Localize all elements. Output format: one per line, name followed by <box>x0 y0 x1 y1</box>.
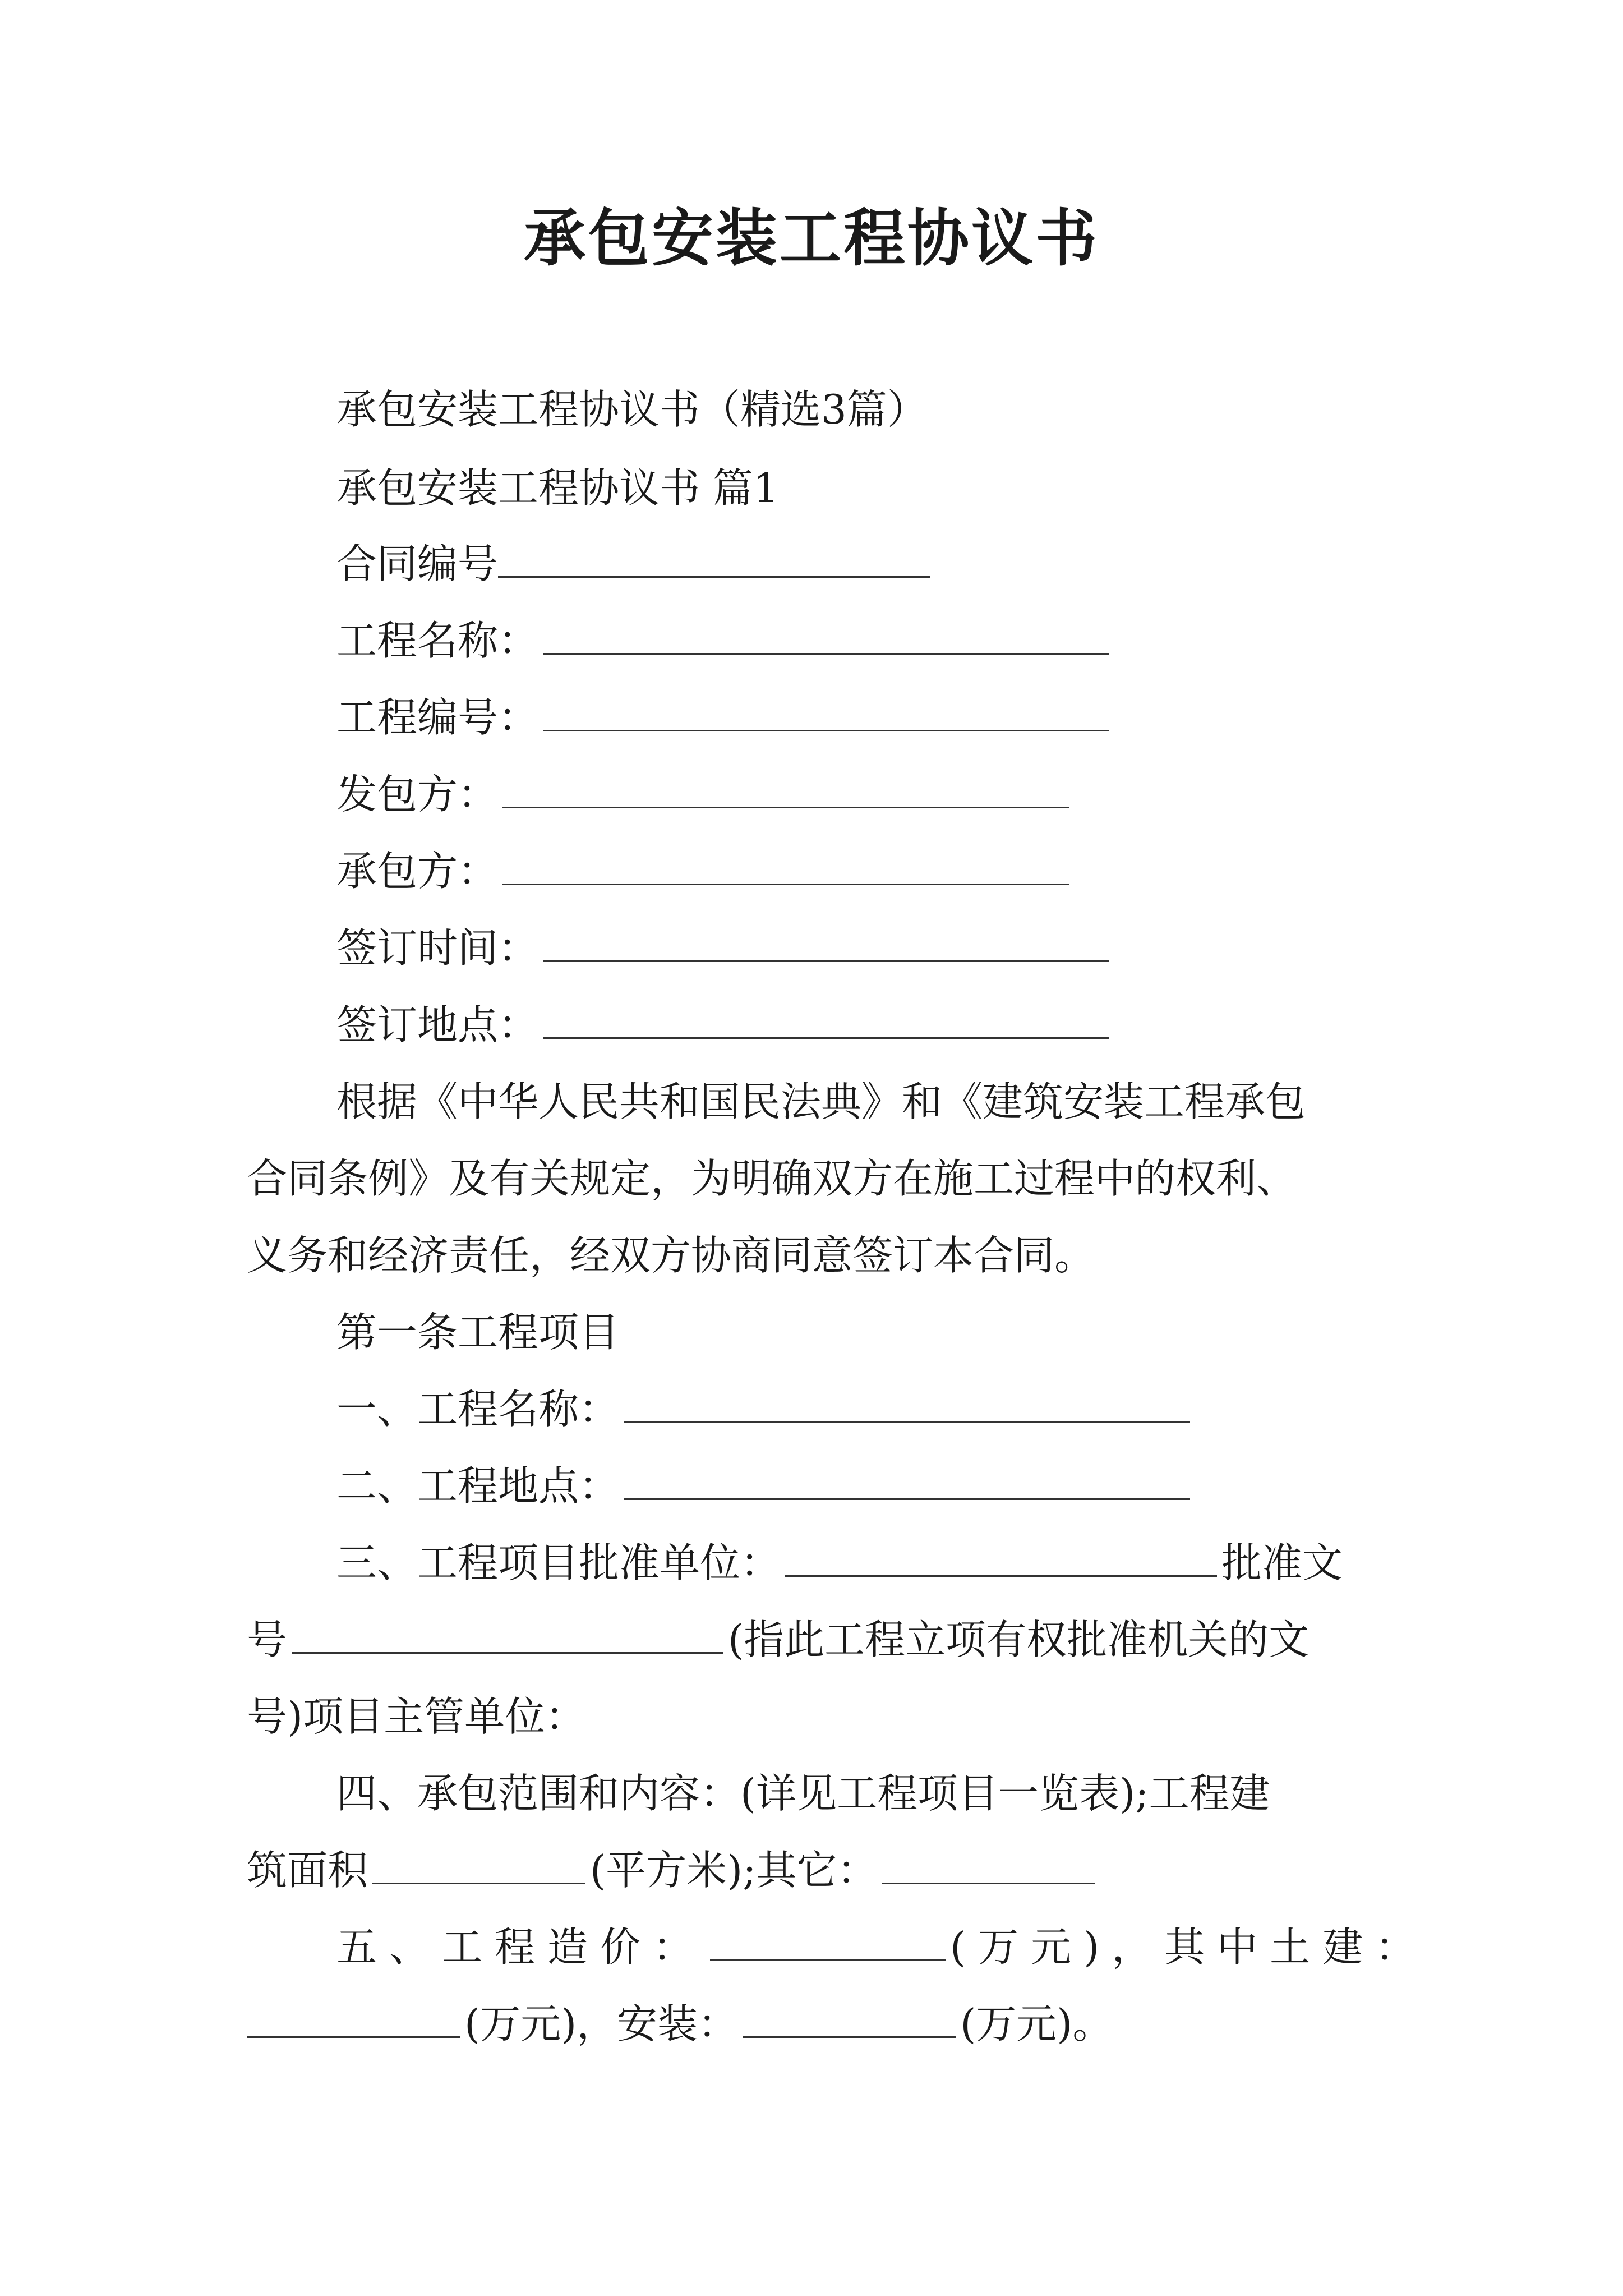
install-cost-blank[interactable] <box>743 2003 956 2038</box>
item-3-row-1 <box>336 1535 1343 1591</box>
item-3-row-3: 号)项目主管单位： <box>247 1693 586 1740</box>
employer-label: 发包方： <box>336 771 499 818</box>
intro-line-2: 合同条例》及有关规定，为明确双方在施工过程中的权利、 <box>247 1155 1297 1202</box>
contract-no-row <box>336 536 934 592</box>
item-1-row <box>336 1381 1195 1437</box>
item-3-label: 三、工程项目批准单位： <box>336 1539 781 1586</box>
building-area-blank[interactable] <box>372 1849 585 1884</box>
item-5-civil-label: (万元)，其中土建： <box>950 1924 1428 1971</box>
contractor-row <box>336 843 1073 899</box>
approval-number-blank[interactable] <box>292 1618 723 1654</box>
project-cost-blank[interactable] <box>710 1926 946 1961</box>
civil-cost-blank[interactable] <box>247 2003 460 2038</box>
item-5-end: (万元)。 <box>960 2000 1113 2047</box>
project-name-label: 工程名称： <box>336 617 539 664</box>
sign-place-row <box>336 997 1114 1053</box>
sign-time-row <box>336 920 1114 976</box>
intro-line-1: 根据《中华人民共和国民法典》和《建筑安装工程承包 <box>336 1078 1306 1125</box>
project-name-blank[interactable] <box>543 619 1109 655</box>
other-blank[interactable] <box>882 1849 1095 1884</box>
item-4-row-2 <box>247 1842 1099 1898</box>
item-4-row-1: 四、承包范围和内容：(详见工程项目一览表);工程建 <box>336 1770 1270 1817</box>
item-4-area-label: 筑面积 <box>247 1847 368 1894</box>
item-2-blank[interactable] <box>624 1465 1190 1500</box>
document-title: 承包安装工程协议书 <box>524 202 1099 274</box>
contract-no-blank[interactable] <box>498 542 930 578</box>
sign-time-blank[interactable] <box>543 927 1109 962</box>
contractor-blank[interactable] <box>502 850 1069 885</box>
project-no-label: 工程编号： <box>336 694 539 741</box>
article-1-heading: 第一条工程项目 <box>336 1309 620 1356</box>
project-no-row <box>336 689 1114 746</box>
item-4-other-label: (平方米);其它： <box>590 1847 878 1894</box>
item-5-install-label: (万元)，安装： <box>464 2000 739 2047</box>
item-1-blank[interactable] <box>624 1388 1190 1423</box>
employer-blank[interactable] <box>502 773 1069 808</box>
employer-row <box>336 766 1073 822</box>
contractor-label: 承包方： <box>336 848 499 895</box>
project-no-blank[interactable] <box>543 696 1109 731</box>
item-3-number-label: 号 <box>247 1616 288 1663</box>
subtitle: 承包安装工程协议书（精选3篇） <box>336 386 928 433</box>
sign-time-label: 签订时间： <box>336 924 539 972</box>
item-3-row-2 <box>247 1612 1309 1668</box>
contract-no-label: 合同编号 <box>336 540 499 587</box>
item-3-approval-text: 批准文 <box>1221 1539 1343 1586</box>
project-name-row <box>336 613 1114 669</box>
approval-unit-blank[interactable] <box>785 1542 1217 1577</box>
item-2-label: 二、工程地点： <box>336 1462 620 1510</box>
item-2-row <box>336 1458 1195 1514</box>
item-3-note: (指此工程立项有权批准机关的文 <box>728 1616 1310 1663</box>
part-heading: 承包安装工程协议书 篇1 <box>336 464 779 512</box>
item-1-label: 一、工程名称： <box>336 1386 620 1433</box>
intro-line-3: 义务和经济责任，经双方协商同意签订本合同。 <box>247 1232 1095 1279</box>
item-5-label: 五、工程造价： <box>336 1924 706 1971</box>
sign-place-label: 签订地点： <box>336 1001 539 1048</box>
item-5-row-2 <box>247 1996 1113 2052</box>
sign-place-blank[interactable] <box>543 1004 1109 1039</box>
item-5-row-1 <box>336 1919 1428 1975</box>
